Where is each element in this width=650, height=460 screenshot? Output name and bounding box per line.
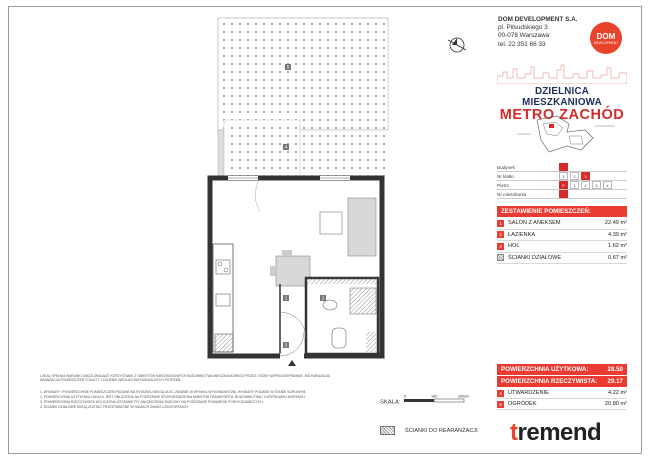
room-label-3	[283, 342, 289, 348]
garden-area	[218, 18, 388, 130]
sofa	[348, 198, 376, 256]
room-row: ŚCIANKI DZIAŁOWE 0.67 m²	[497, 253, 627, 265]
stair-label: Nr klatki	[497, 173, 514, 179]
unit-info: Budynek Nr klatki 1 2 3 Piętro P 1 2 3 4 Nr mieszkania	[497, 163, 627, 199]
compass-icon	[446, 34, 468, 56]
scale-bar	[380, 395, 472, 409]
footnotes: 1. WYMIARY I POWIERZCHNIE POMIESZCZEŃ PODANE NA RYSUNKU MOGĄ ULEC ZMIANIE W WYNIKU WYKONAWSTWA, WYMIARY PODANE W STANIE SUROWYM. 2. POWIERZCHNIA UŻYTKOWA LOKALU JEST OBLICZONA NA PODSTAWIE ROZPORZĄDZENIA MINISTRA TRANSPORTU, BUDOWNICTWA I GOSPODARKI MORSKIEJ. 3. POWIERZCHNIA RZECZYWISTA WYLICZONA ZOSTANIE PO ZAKOŃCZENIU BUDOWY NA PODSTAWIE POMIARÓW POWYKONAWCZYCH. 4. ŚCIANKI DZIAŁOWE MOGĄ ZOSTAĆ PRZESTAWIONE W RAMACH ZMIAN LOKATORSKICH.	[40, 390, 307, 410]
rooms-table	[497, 218, 627, 264]
tremend-logo: tremend	[510, 419, 602, 446]
room-row: 2 ŁAZIENKA 4.39 m²	[497, 230, 627, 242]
svg-text:4: 4	[284, 144, 288, 150]
room-row: 1 SALON Z ANEKSEM 22.49 m²	[497, 218, 627, 230]
key-map	[497, 110, 627, 160]
hatch-swatch	[380, 426, 395, 435]
room-label-1	[283, 295, 289, 301]
scale-label: SKALA:	[380, 399, 401, 406]
scale-tick: 0	[403, 395, 407, 399]
apartment-label: Nr mieszkania	[497, 191, 527, 197]
room-label-5	[285, 64, 291, 70]
legend-label: ŚCIANKI DO REARANŻACJI	[405, 427, 478, 434]
usable-area-total: POWIERZCHNIA UŻYTKOWA: 28.50	[497, 364, 627, 375]
accessibility-note: LOKAL SPEŁNIA WARUNKI UMOŻLIWIAJĄCE KORZYSTANIE Z OBIEKTÓW MIESZKANIOWYCH BUDOWNICTWA MIESZKANIOWEGO PRZEZ OSOBY NIEPEŁNOSPRAWNE, INDYWIDUALNA ARANŻACJA POMIESZCZEŃ TOALETY I ŁAZIENKI WEDŁUG INDYWIDUALNYCH POTRZEB.	[40, 374, 330, 382]
room-row: 3 HOL 1.62 m²	[497, 241, 627, 253]
svg-text:5: 5	[286, 64, 290, 70]
real-area-total: POWIERZCHNIA RZECZYWISTA: 29.17	[497, 376, 627, 387]
building-label: Budynek	[497, 164, 515, 170]
developer-contact	[498, 16, 578, 49]
floor-label: Piętro	[497, 182, 510, 188]
legend	[380, 426, 478, 435]
skyline-icon	[497, 64, 627, 84]
outdoor-row: 5 OGRÓDEK 20.80 m²	[497, 399, 627, 410]
developer-name: DOM DEVELOPMENT S.A.	[498, 16, 578, 23]
project-line2: METRO ZACHÓD	[499, 107, 625, 123]
scale-tick: 100	[430, 395, 438, 399]
outdoor-row: 4 UTWARDZENIE 4.22 m²	[497, 388, 627, 399]
svg-text:2: 2	[321, 295, 325, 301]
scale-tick: 200cm	[457, 395, 470, 399]
developer-street: pl. Piłsudskiego 3	[498, 24, 548, 32]
dom-logo: DOM DEVELOPMENT	[590, 22, 622, 54]
room-label-4	[283, 144, 289, 150]
floor-plan	[180, 12, 430, 368]
project-line1: DZIELNICA MIESZKANIOWA	[522, 86, 602, 108]
outdoor-table	[497, 388, 627, 410]
svg-text:1: 1	[284, 295, 288, 301]
scale-graphic	[402, 395, 472, 409]
rooms-header: ZESTAWIENIE POMIESZCZEŃ:	[497, 206, 627, 217]
room-label-2	[320, 295, 326, 301]
svg-text:3: 3	[284, 342, 288, 348]
developer-phone: tel. 22 351 66 33	[498, 40, 546, 48]
developer-city: 00-078 Warszawa	[498, 32, 550, 40]
